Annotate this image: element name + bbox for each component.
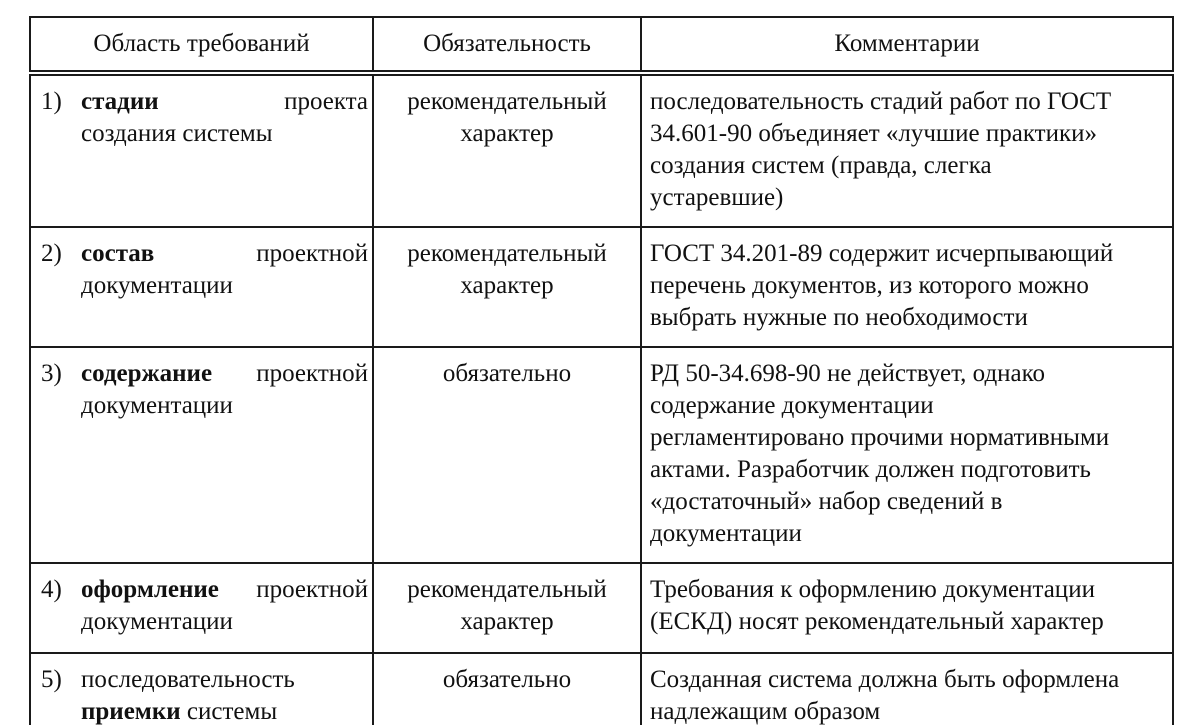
comment-cell <box>641 73 1173 227</box>
comment-line: Созданная система должна быть оформлена <box>650 666 1120 693</box>
area-tail: проекта <box>284 88 368 115</box>
table-row <box>30 227 1173 347</box>
comment-line: перечень документов, из которого можно <box>650 272 1089 299</box>
obligation-cell <box>373 653 641 725</box>
area-bold-term: оформление <box>81 576 219 603</box>
table-header-row <box>30 17 1173 73</box>
area-line2: документации <box>81 272 233 299</box>
obligation-line2: характер <box>460 608 554 635</box>
area-line2: документации <box>81 608 233 635</box>
obligation-line1: рекомендательный <box>407 240 607 267</box>
area-bold-term: содержание <box>81 360 213 387</box>
comment-line: ГОСТ 34.201-89 содержит исчерпывающий <box>650 240 1114 267</box>
comment-line: выбрать нужные по необходимости <box>650 304 1028 331</box>
obligation-cell <box>373 73 641 227</box>
area-tail: системы <box>186 698 278 725</box>
area-cell <box>30 227 373 347</box>
area-cell <box>30 653 373 725</box>
area-bold-term: приемки <box>81 698 181 725</box>
area-bold-term: стадии <box>81 88 159 115</box>
area-tail: проектной <box>256 360 368 387</box>
obligation-line1: обязательно <box>442 360 572 387</box>
area-line2: создания системы <box>81 120 273 147</box>
comment-line: Требования к оформлению документации <box>650 576 1095 603</box>
comment-line: создания систем (правда, слегка <box>650 152 992 179</box>
obligation-line1: рекомендательный <box>407 576 607 603</box>
requirements-table <box>29 16 1174 725</box>
row-number: 4) <box>41 576 62 603</box>
area-line1: последовательность <box>81 666 295 693</box>
row-number: 3) <box>41 360 62 387</box>
comment-line: РД 50-34.698-90 не действует, однако <box>650 360 1046 387</box>
comment-line: устаревшие) <box>650 184 784 211</box>
obligation-line2: характер <box>460 120 554 147</box>
comment-line: 34.601-90 объединяет «лучшие практики» <box>650 120 1098 147</box>
row-number: 5) <box>41 666 62 693</box>
comment-line: «достаточный» набор сведений в <box>650 488 1003 515</box>
area-tail: проектной <box>256 576 368 603</box>
comment-cell <box>641 563 1173 653</box>
comment-line: надлежащим образом <box>650 698 881 725</box>
area-bold-term: состав <box>81 240 155 267</box>
comment-line: документации <box>650 520 802 547</box>
comment-line: содержание документации <box>650 392 934 419</box>
header-comments: Комментарии <box>641 17 1173 73</box>
header-obligation: Обязательность <box>373 17 641 73</box>
comment-line: последовательность стадий работ по ГОСТ <box>650 88 1112 115</box>
comment-line: регламентировано прочими нормативными <box>650 424 1110 451</box>
obligation-line1: рекомендательный <box>407 88 607 115</box>
table-row <box>30 347 1173 563</box>
area-tail: проектной <box>256 240 368 267</box>
comment-line: (ЕСКД) носят рекомендательный характер <box>650 608 1104 635</box>
row-number: 1) <box>41 88 62 115</box>
comment-line: актами. Разработчик должен подготовить <box>650 456 1091 483</box>
area-cell <box>30 563 373 653</box>
obligation-line2: характер <box>460 272 554 299</box>
obligation-cell <box>373 563 641 653</box>
table-row <box>30 653 1173 725</box>
row-number: 2) <box>41 240 62 267</box>
obligation-cell <box>373 227 641 347</box>
area-cell <box>30 73 373 227</box>
area-line2: документации <box>81 392 233 419</box>
comment-cell <box>641 653 1173 725</box>
obligation-line1: обязательно <box>442 666 572 693</box>
table-row <box>30 563 1173 653</box>
table-row <box>30 73 1173 227</box>
obligation-cell <box>373 347 641 563</box>
header-area: Область требований <box>30 17 373 73</box>
comment-cell <box>641 347 1173 563</box>
area-cell <box>30 347 373 563</box>
comment-cell <box>641 227 1173 347</box>
